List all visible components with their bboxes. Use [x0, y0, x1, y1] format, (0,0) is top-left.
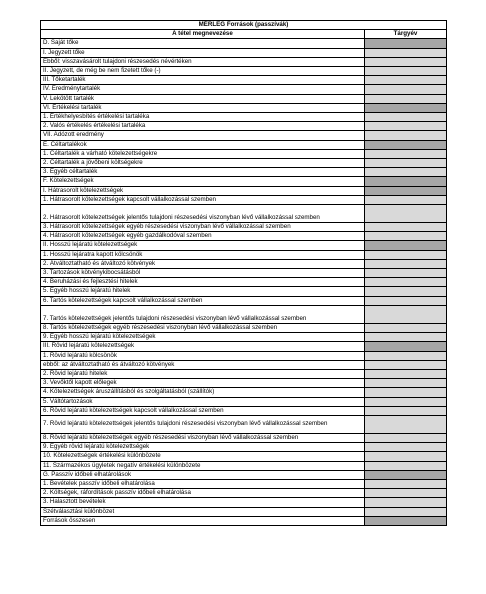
row-label: 1. Céltartalék a várható kötelezettségekre — [41, 149, 365, 158]
table-row — [41, 241, 447, 250]
table-row — [41, 489, 447, 498]
table-row — [41, 76, 447, 85]
row-value-cell[interactable] — [365, 122, 447, 131]
row-label: I. Jegyzett tőke — [41, 48, 365, 57]
table-row — [41, 48, 447, 57]
row-label: IV. Eredménytartalék — [41, 85, 365, 94]
row-value-cell[interactable] — [365, 305, 447, 323]
row-value-cell[interactable] — [365, 57, 447, 66]
row-value-cell[interactable] — [365, 177, 447, 186]
row-value-cell[interactable] — [365, 333, 447, 342]
row-label: 1. Hosszú lejáratra kapott kölcsönök — [41, 250, 365, 259]
table-row — [41, 461, 447, 470]
table-row — [41, 39, 447, 48]
row-value-cell[interactable] — [365, 278, 447, 287]
row-label: 4. Hátrasorolt kötelezettségek egyéb gazdálkodóval szemben — [41, 232, 365, 241]
table-header-row — [41, 30, 447, 39]
row-label: Források összesen — [41, 516, 365, 525]
row-label: 2. Céltartalék a jövőbeni költségekre — [41, 159, 365, 168]
table-row — [41, 342, 447, 351]
row-label: 2. Valós értékelés értékelési tartaléka — [41, 122, 365, 131]
table-row — [41, 250, 447, 259]
row-label: 7. Tartós kötelezettségek jelentős tulajdoni részesedési viszonyban lévő vállalkozással szemben — [41, 305, 365, 323]
table-row — [41, 149, 447, 158]
row-label: III. Tőketartalék — [41, 76, 365, 85]
table-title-row — [41, 21, 447, 30]
row-label: III. Rövid lejáratú kötelezettségek — [41, 342, 365, 351]
row-label: VII. Adózott eredmény — [41, 131, 365, 140]
row-value-cell[interactable] — [365, 360, 447, 369]
header-year: Tárgyév — [365, 30, 447, 39]
row-value-cell[interactable] — [365, 516, 447, 525]
row-label: VI. Értékelési tartalék — [41, 103, 365, 112]
row-value-cell[interactable] — [365, 259, 447, 268]
table-row — [41, 103, 447, 112]
table-row — [41, 205, 447, 223]
row-value-cell[interactable] — [365, 85, 447, 94]
row-label: II. Jegyzett, de még be nem fizetett tőke (-) — [41, 67, 365, 76]
row-value-cell[interactable] — [365, 287, 447, 296]
row-label: Ebből: visszavásárolt tulajdoni részesedés névértéken — [41, 57, 365, 66]
row-value-cell[interactable] — [365, 232, 447, 241]
row-value-cell[interactable] — [365, 296, 447, 305]
row-label: 3. Tartozások kötvénykibocsátásból — [41, 269, 365, 278]
row-value-cell[interactable] — [365, 250, 447, 259]
row-label: 2. Hátrasorolt kötelezettségek jelentős tulajdoni részesedési viszonyban lévő vállalkozással szemben — [41, 205, 365, 223]
row-label: 8. Rövid lejáratú kötelezettségek egyéb részesedési viszonyban lévő vállalkozással szemben — [41, 433, 365, 442]
table-row — [41, 168, 447, 177]
row-label: 5. Egyéb hosszú lejáratú hitelek — [41, 287, 365, 296]
table-row — [41, 122, 447, 131]
row-value-cell[interactable] — [365, 433, 447, 442]
row-value-cell[interactable] — [365, 269, 447, 278]
table-row — [41, 443, 447, 452]
row-label: 2. Költségek, ráfordítások passzív időbeli elhatárolása — [41, 489, 365, 498]
row-label: 6. Rövid lejáratú kötelezettségek kapcsolt vállalkozással szemben — [41, 406, 365, 415]
row-value-cell[interactable] — [365, 223, 447, 232]
header-item: A tétel megnevezése — [41, 30, 365, 39]
row-label: 1. Értékhelyesbítés értékelési tartaléka — [41, 113, 365, 122]
row-value-cell[interactable] — [365, 149, 447, 158]
table-row — [41, 433, 447, 442]
row-label: 4. Kötelezettségek áruszállításból és szolgáltatásból (szállítók) — [41, 388, 365, 397]
row-label: 3. Halasztott bevételek — [41, 498, 365, 507]
row-value-cell[interactable] — [365, 103, 447, 112]
row-value-cell[interactable] — [365, 205, 447, 223]
table-row — [41, 333, 447, 342]
table-row — [41, 470, 447, 479]
table-row — [41, 259, 447, 268]
table-row — [41, 498, 447, 507]
row-label: 4. Beruházási és fejlesztési hitelek — [41, 278, 365, 287]
row-label: 1. Rövid lejáratú kölcsönök — [41, 351, 365, 360]
table-row — [41, 351, 447, 360]
balance-table — [40, 20, 447, 526]
row-label: G. Passzív időbeli elhatárolások — [41, 470, 365, 479]
row-value-cell[interactable] — [365, 479, 447, 488]
row-value-cell[interactable] — [365, 388, 447, 397]
table-title: MÉRLEG Források (passzívák) — [41, 21, 447, 30]
row-label: Szétválasztási különbözet — [41, 507, 365, 516]
row-label: D. Saját tőke — [41, 39, 365, 48]
row-label: 1. Hátrasorolt kötelezettségek kapcsolt vállalkozással szemben — [41, 195, 365, 204]
table-row — [41, 223, 447, 232]
table-row — [41, 296, 447, 305]
row-value-cell[interactable] — [365, 94, 447, 103]
table-row — [41, 94, 447, 103]
table-row — [41, 278, 447, 287]
row-value-cell[interactable] — [365, 470, 447, 479]
table-row — [41, 67, 447, 76]
row-label: 3. Vevőktől kapott előlegek — [41, 379, 365, 388]
row-value-cell[interactable] — [365, 48, 447, 57]
row-value-cell[interactable] — [365, 323, 447, 332]
row-label: E. Céltartalékok — [41, 140, 365, 149]
row-label: 3. Egyéb céltartalék — [41, 168, 365, 177]
row-value-cell[interactable] — [365, 397, 447, 406]
balance-sheet — [40, 20, 446, 526]
row-label: 7. Rövid lejáratú kötelezettségek jelentős tulajdoni részesedési viszonyban lévő vállalkozással szemben — [41, 415, 365, 433]
row-value-cell[interactable] — [365, 195, 447, 204]
table-row — [41, 177, 447, 186]
row-value-cell[interactable] — [365, 351, 447, 360]
table-row — [41, 131, 447, 140]
table-row — [41, 195, 447, 204]
row-value-cell[interactable] — [365, 39, 447, 48]
row-label: ebből: az átváltoztatható és átváltozó kötvények — [41, 360, 365, 369]
table-row — [41, 516, 447, 525]
table-row — [41, 140, 447, 149]
row-value-cell[interactable] — [365, 241, 447, 250]
row-value-cell[interactable] — [365, 406, 447, 415]
row-value-cell[interactable] — [365, 507, 447, 516]
row-label: 3. Hátrasorolt kötelezettségek egyéb részesedési viszonyban lévő vállalkozással szemben — [41, 223, 365, 232]
row-label: 11. Származékos ügyletek negatív értékelési különbözete — [41, 461, 365, 470]
row-label: I. Hátrasorolt kötelezettségek — [41, 186, 365, 195]
row-label: 1. Bevételek passzív időbeli elhatárolása — [41, 479, 365, 488]
table-row — [41, 186, 447, 195]
table-row — [41, 360, 447, 369]
table-row — [41, 388, 447, 397]
table-row — [41, 415, 447, 433]
row-label: 5. Váltótartozások — [41, 397, 365, 406]
table-row — [41, 323, 447, 332]
table-row — [41, 406, 447, 415]
table-row — [41, 379, 447, 388]
row-value-cell[interactable] — [365, 113, 447, 122]
row-value-cell[interactable] — [365, 489, 447, 498]
row-value-cell[interactable] — [365, 186, 447, 195]
table-row — [41, 57, 447, 66]
table-row — [41, 305, 447, 323]
table-row — [41, 479, 447, 488]
row-value-cell[interactable] — [365, 131, 447, 140]
row-value-cell[interactable] — [365, 443, 447, 452]
row-value-cell[interactable] — [365, 159, 447, 168]
table-row — [41, 452, 447, 461]
row-label: 10. Kötelezettségek értékelési különbözete — [41, 452, 365, 461]
row-value-cell[interactable] — [365, 67, 447, 76]
row-value-cell[interactable] — [365, 342, 447, 351]
table-row — [41, 159, 447, 168]
row-label: 9. Egyéb rövid lejáratú kötelezettségek — [41, 443, 365, 452]
row-value-cell[interactable] — [365, 140, 447, 149]
row-value-cell[interactable] — [365, 498, 447, 507]
row-label: 9. Egyéb hosszú lejáratú kötelezettségek — [41, 333, 365, 342]
row-label: 6. Tartós kötelezettségek kapcsolt vállalkozással szemben — [41, 296, 365, 305]
row-value-cell[interactable] — [365, 461, 447, 470]
row-value-cell[interactable] — [365, 452, 447, 461]
row-value-cell[interactable] — [365, 415, 447, 433]
table-row — [41, 507, 447, 516]
table-row — [41, 287, 447, 296]
row-value-cell[interactable] — [365, 369, 447, 378]
row-label: II. Hosszú lejáratú kötelezettségek — [41, 241, 365, 250]
table-row — [41, 113, 447, 122]
table-row — [41, 269, 447, 278]
table-row — [41, 85, 447, 94]
row-value-cell[interactable] — [365, 168, 447, 177]
row-value-cell[interactable] — [365, 379, 447, 388]
row-label: F. Kötelezettségek — [41, 177, 365, 186]
table-row — [41, 232, 447, 241]
row-label: V. Lekötött tartalék — [41, 94, 365, 103]
table-row — [41, 369, 447, 378]
row-label: 8. Tartós kötelezettségek egyéb részesedési viszonyban lévő vállalkozással szemben — [41, 323, 365, 332]
row-label: 2. Átváltoztatható és átváltozó kötvények — [41, 259, 365, 268]
table-row — [41, 397, 447, 406]
row-label: 2. Rövid lejáratú hitelek — [41, 369, 365, 378]
row-value-cell[interactable] — [365, 76, 447, 85]
